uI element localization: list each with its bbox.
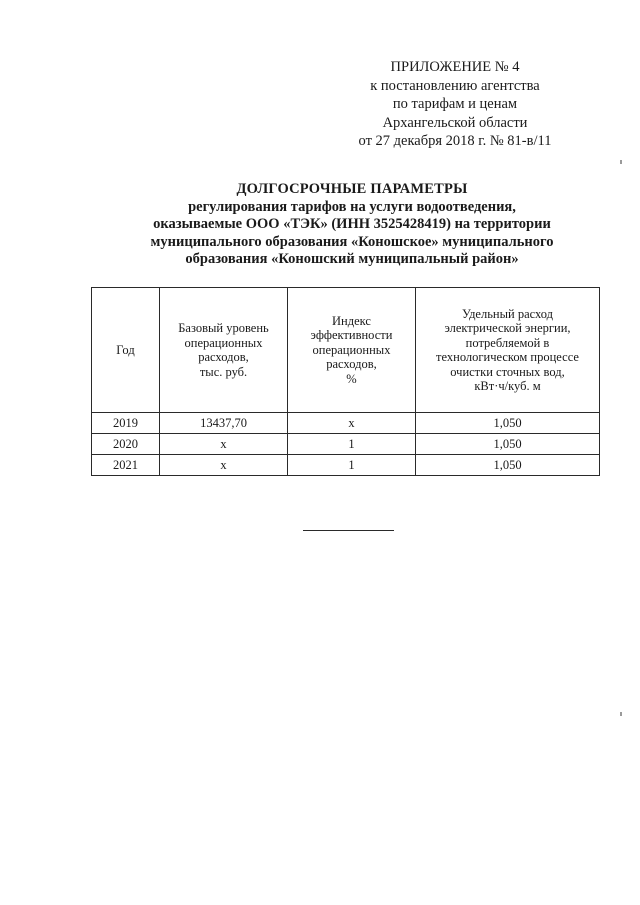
header-base-opex: Базовый уровень операционных расходов, тыс. руб. xyxy=(160,288,288,413)
appendix-block xyxy=(340,58,570,151)
table-row xyxy=(92,455,600,476)
cell-efficiency-index: x xyxy=(288,413,416,434)
appendix-date: от 27 декабря 2018 г. № 81-в/11 xyxy=(358,133,552,149)
header-energy-consumption: Удельный расход электрической энергии, потребляемой в технологическом процессе очистки сточных вод, кВт·ч/куб. м xyxy=(416,288,600,413)
table-header-row xyxy=(92,288,600,413)
title-line: оказываемые ООО «ТЭК» (ИНН 3525428419) на территории xyxy=(153,216,551,232)
cell-energy-consumption: 1,050 xyxy=(416,413,600,434)
cell-year: 2019 xyxy=(92,413,160,434)
cell-efficiency-index: 1 xyxy=(288,434,416,455)
table-row xyxy=(92,413,600,434)
cell-efficiency-index: 1 xyxy=(288,455,416,476)
table-row xyxy=(92,434,600,455)
header-year: Год xyxy=(92,288,160,413)
cell-year: 2020 xyxy=(92,434,160,455)
document-title xyxy=(95,181,609,269)
title-heading: ДОЛГОСРОЧНЫЕ ПАРАМЕТРЫ xyxy=(236,181,468,197)
cell-energy-consumption: 1,050 xyxy=(416,455,600,476)
cell-base-opex: x xyxy=(160,455,288,476)
appendix-line: к постановлению агентства xyxy=(370,77,540,94)
closing-separator-line xyxy=(303,530,394,531)
scan-edge-mark xyxy=(620,712,622,716)
header-efficiency-index: Индекс эффективности операционных расходов, % xyxy=(288,288,416,413)
scan-edge-mark xyxy=(620,160,622,164)
cell-energy-consumption: 1,050 xyxy=(416,434,600,455)
cell-year: 2021 xyxy=(92,455,160,476)
appendix-line: по тарифам и ценам xyxy=(392,96,518,112)
cell-base-opex: 13437,70 xyxy=(160,413,288,434)
title-line: образования «Коношский муниципальный район» xyxy=(185,251,519,267)
parameters-table xyxy=(91,287,600,476)
appendix-line: Архангельской области xyxy=(382,114,528,131)
title-line: регулирования тарифов на услуги водоотведения, xyxy=(188,198,516,215)
cell-base-opex: x xyxy=(160,434,288,455)
appendix-number: ПРИЛОЖЕНИЕ № 4 xyxy=(390,59,520,75)
title-line: муниципального образования «Коношское» муниципального xyxy=(150,233,554,250)
